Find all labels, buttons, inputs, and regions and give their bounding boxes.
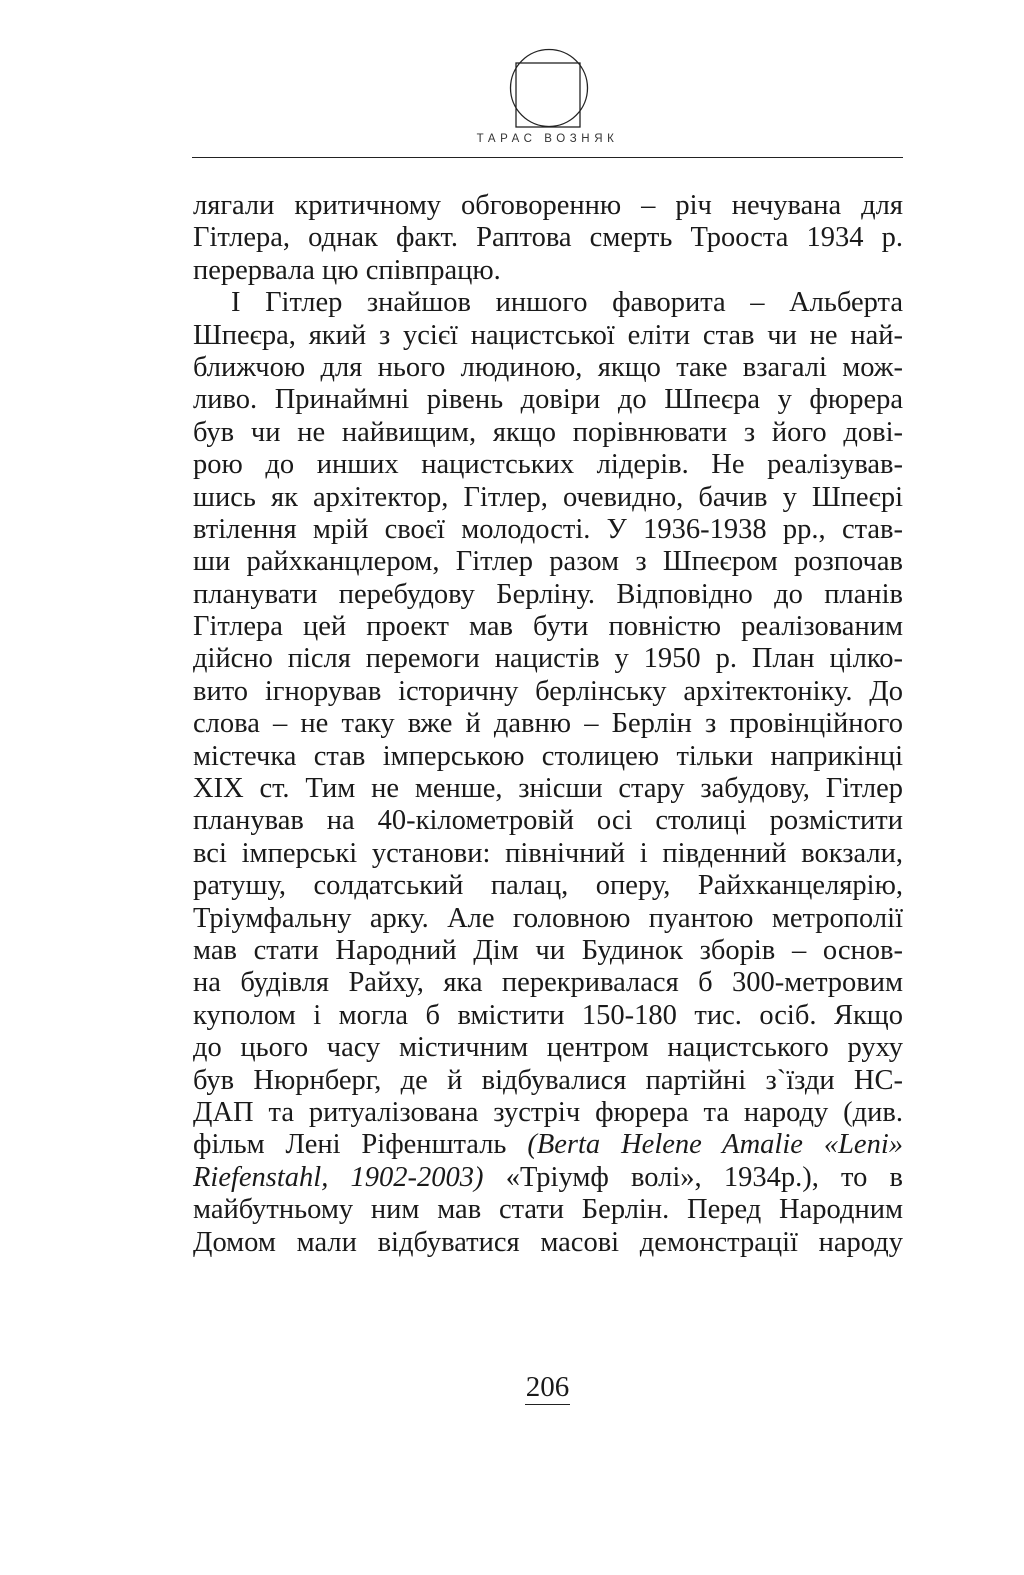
text-line: ши райхканцлером, Гітлер разом з Шпеєром розпочав bbox=[193, 546, 903, 578]
text-line: майбутньому ним мав стати Берлін. Перед Народним bbox=[193, 1194, 903, 1226]
text-line: І Гітлер знайшов иншого фаворита – Альберта bbox=[231, 287, 903, 319]
text-line: Домом мали відбуватися масові демонстрації народу bbox=[193, 1226, 903, 1258]
italic-segment: (Berta Helene Amalie «Leni» bbox=[527, 1129, 903, 1161]
text-line: куполом і могла б вмістити 150-180 тис. осіб. Якщо bbox=[193, 999, 903, 1031]
text-line: слова – не таку вже й давню – Берлін з провінційного bbox=[193, 708, 903, 740]
text-line bbox=[193, 1129, 903, 1161]
text-line: ближчою для нього людиною, якщо таке взагалі мож- bbox=[193, 351, 903, 383]
text-line: XIX ст. Тим не менше, знісши стару забудову, Гітлер bbox=[193, 773, 903, 805]
text-line: планувати перебудову Берліну. Відповідно до планів bbox=[193, 578, 903, 610]
text-line: ДАП та ритуалізована зустріч фюрера та народу (див. bbox=[193, 1096, 903, 1128]
text-line: лягали критичному обговоренню – річ нечувана для bbox=[193, 190, 903, 221]
text-segment: фільм Лені Ріфеншталь bbox=[193, 1129, 528, 1161]
page-number: 206 bbox=[525, 1371, 570, 1403]
body-text bbox=[193, 190, 903, 1259]
text-line: був Нюрнберг, де й відбувалися партійні з`їзди НС- bbox=[193, 1064, 903, 1096]
text-line: вито ігнорував історичну берлінську архітектоніку. До bbox=[193, 675, 903, 707]
text-line: мав стати Народний Дім чи Будинок зборів – основ- bbox=[193, 934, 903, 966]
running-head: ТАРАС ВОЗНЯК bbox=[476, 133, 619, 145]
text-line: до цього часу містичним центром нацистського руху bbox=[193, 1032, 903, 1064]
header-rule bbox=[192, 157, 903, 158]
text-line: ратушу, солдатський палац, оперу, Райхканцелярію, bbox=[193, 870, 903, 902]
text-line: дійсно після перемоги нацистів у 1950 р. План цілко- bbox=[193, 643, 903, 675]
text-line: Гітлера цей проект мав бути повністю реалізованим bbox=[193, 611, 903, 643]
circle-square-logo-icon bbox=[509, 48, 589, 128]
italic-segment: Riefenstahl, 1902-2003) bbox=[193, 1161, 484, 1193]
text-line: шись як архітектор, Гітлер, очевидно, бачив у Шпеєрі bbox=[193, 481, 903, 513]
text-line: ливо. Принаймні рівень довіри до Шпеєра у фюрера bbox=[193, 384, 903, 416]
text-line: Гітлера, однак факт. Раптова смерть Трооста 1934 р. bbox=[193, 222, 903, 254]
text-line bbox=[193, 1162, 903, 1194]
text-line: Шпеєра, який з усієї нацистської еліти став чи не най- bbox=[193, 319, 903, 351]
text-line: рою до инших нацистських лідерів. Не реалізував- bbox=[193, 449, 903, 481]
text-line: втілення мрій своєї молодості. У 1936-1938 рр., став- bbox=[193, 513, 903, 545]
text-line: був чи не найвищим, якщо порівнювати з його дові- bbox=[193, 416, 903, 448]
text-line: всі імперські установи: північний і південний вокзали, bbox=[193, 837, 903, 869]
text-line: планував на 40-кілометровій осі столиці розмістити bbox=[193, 805, 903, 837]
text-line: містечка став імперською столицею тільки наприкінці bbox=[193, 740, 903, 772]
text-line: Тріумфальну арку. Але головною пуантою метрополії bbox=[193, 902, 903, 934]
text-segment: «Тріумф волі», 1934р.), то в bbox=[483, 1161, 903, 1193]
text-line: перервала цю співпрацю. bbox=[193, 254, 501, 286]
text-line: на будівля Райху, яка перекривалася б 300-метровим bbox=[193, 967, 903, 999]
